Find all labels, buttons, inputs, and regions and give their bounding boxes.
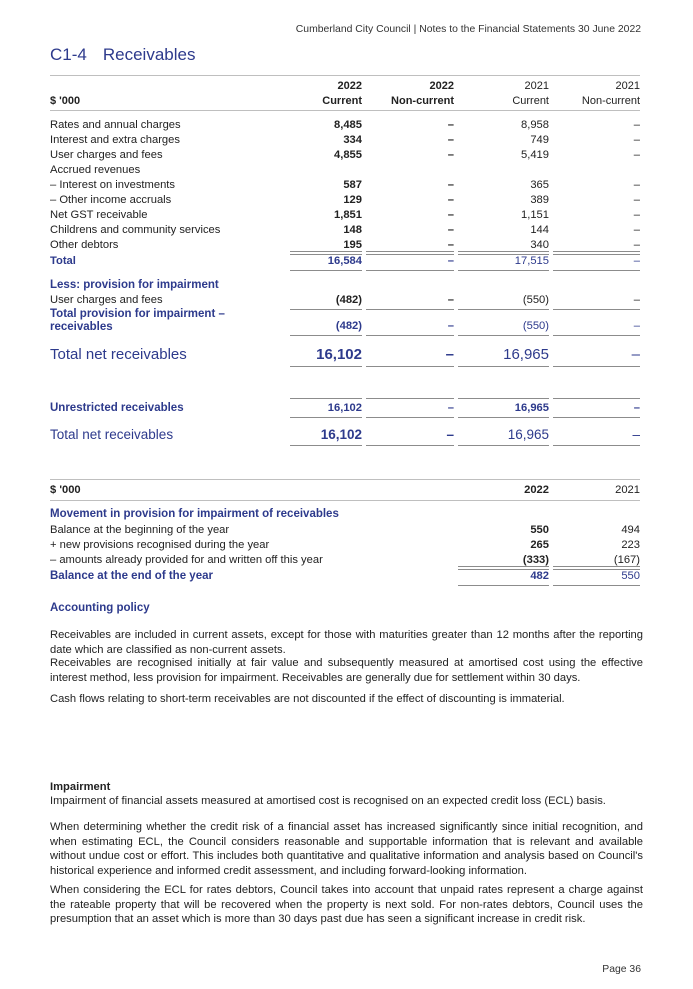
col-2022-current-year: 2022 bbox=[337, 80, 362, 92]
total-provision-2021-current: (550) bbox=[454, 308, 549, 334]
movement-table bbox=[50, 523, 640, 568]
balance-end-row bbox=[50, 569, 640, 584]
total-provision-2022-noncurrent: – bbox=[362, 308, 454, 334]
row-value: 365 bbox=[530, 179, 549, 191]
provision-2022-current: (482) bbox=[286, 293, 362, 308]
net2-2022-noncurrent: – bbox=[362, 426, 454, 444]
row-value: 8,485 bbox=[334, 119, 362, 131]
net-2021-noncurrent: – bbox=[549, 345, 640, 365]
total-provision-label-line1: Total provision for impairment – bbox=[50, 308, 225, 320]
row-label: + new provisions recognised during the year bbox=[50, 539, 270, 551]
table2-header-rule bbox=[50, 500, 640, 501]
unrestricted-row bbox=[50, 401, 640, 416]
row-value: 195 bbox=[286, 238, 362, 253]
table-row bbox=[50, 118, 640, 133]
total-provision-2021-noncurrent: – bbox=[549, 308, 640, 334]
top-rule bbox=[50, 75, 640, 76]
total-2021-noncurrent: – bbox=[549, 254, 640, 269]
row-label: Balance at the beginning of the year bbox=[50, 524, 230, 536]
provision-2022-noncurrent: – bbox=[362, 293, 454, 308]
row-value: 334 bbox=[343, 134, 362, 146]
row-value: – bbox=[633, 194, 640, 206]
net2-2022-current: 16,102 bbox=[286, 426, 362, 444]
balance-end-2022: 482 bbox=[454, 569, 549, 584]
policy-paragraph-1: Receivables are included in current assets, except for those with maturities greater than 12 months after the reporting date which are classified as non-current assets. bbox=[50, 629, 643, 656]
receivables-total bbox=[50, 254, 640, 269]
net-2022-noncurrent: – bbox=[362, 345, 454, 365]
col-2021-current-type: Current bbox=[512, 95, 549, 107]
row-value: 587 bbox=[343, 179, 362, 191]
impairment-paragraph-1: Impairment of financial assets measured at amortised cost is recognised on an expected credit loss (ECL) basis. bbox=[50, 795, 606, 807]
net-receivables-row-2 bbox=[50, 426, 640, 444]
table-row bbox=[50, 193, 640, 208]
total-provision-label bbox=[50, 308, 286, 334]
row-value: 144 bbox=[530, 224, 549, 236]
movement-heading: Movement in provision for impairment of receivables bbox=[50, 508, 339, 520]
row-label: User charges and fees bbox=[50, 149, 163, 161]
table-row bbox=[50, 133, 640, 148]
row-value: – bbox=[447, 149, 454, 161]
net-receivables-row bbox=[50, 345, 640, 365]
net-2022-current: 16,102 bbox=[286, 345, 362, 365]
provision-2021-current: (550) bbox=[454, 293, 549, 308]
movement-table-header bbox=[50, 483, 640, 498]
row-label: Rates and annual charges bbox=[50, 119, 181, 131]
header-rule bbox=[50, 110, 640, 111]
section-title bbox=[50, 45, 195, 65]
row-value: 5,419 bbox=[521, 149, 549, 161]
provision-label: User charges and fees bbox=[50, 294, 163, 306]
receivables-table bbox=[50, 118, 640, 253]
row-value bbox=[549, 163, 640, 178]
col-2022-noncurrent-type: Non-current bbox=[391, 95, 454, 107]
unrestricted-2022-current: 16,102 bbox=[286, 401, 362, 416]
total-2022-noncurrent: – bbox=[362, 254, 454, 269]
row-label: Childrens and community services bbox=[50, 224, 221, 236]
impairment-heading: Impairment bbox=[50, 781, 111, 793]
row-value: – bbox=[447, 134, 454, 146]
row-label: Interest and extra charges bbox=[50, 134, 180, 146]
row-label: Net GST receivable bbox=[50, 209, 148, 221]
balance-end-2021: 550 bbox=[549, 569, 640, 584]
total-2021-current: 17,515 bbox=[454, 254, 549, 269]
row-value: – bbox=[633, 179, 640, 191]
row-value-2022: 265 bbox=[530, 539, 549, 551]
col-2021-current-year: 2021 bbox=[524, 80, 549, 92]
row-value-2022: (333) bbox=[454, 553, 549, 568]
running-header: Cumberland City Council | Notes to the Financial Statements 30 June 2022 bbox=[295, 24, 641, 35]
policy-paragraph-2: Receivables are recognised initially at fair value and subsequently measured at amortised cost using the effective interest method, less provision for impairment. Receivables are generally due for settlement within 30 days. bbox=[50, 657, 643, 684]
row-value: 129 bbox=[343, 194, 362, 206]
row-label: – Interest on investments bbox=[50, 179, 175, 191]
row-value-2021: 223 bbox=[621, 539, 640, 551]
row-label: Accrued revenues bbox=[50, 164, 141, 176]
row-value-2021: 494 bbox=[621, 524, 640, 536]
row-label: Other debtors bbox=[50, 239, 119, 251]
row-value-2022: 550 bbox=[530, 524, 549, 536]
row-label: – Other income accruals bbox=[50, 194, 172, 206]
section-title-text: Receivables bbox=[102, 45, 196, 64]
table-row bbox=[50, 163, 640, 178]
row-value: – bbox=[633, 149, 640, 161]
table2-col-2021: 2021 bbox=[615, 484, 640, 496]
table2-top-rule bbox=[50, 479, 640, 480]
row-value: – bbox=[549, 238, 640, 253]
net-receivables-label-2: Total net receivables bbox=[50, 427, 174, 442]
row-label: – amounts already provided for and written off this year bbox=[50, 554, 323, 566]
row-value: – bbox=[447, 119, 454, 131]
col-2021-noncurrent-type: Non-current bbox=[581, 95, 640, 107]
total-provision-label-line2: receivables bbox=[50, 321, 113, 333]
table-row bbox=[50, 208, 640, 223]
impairment-paragraph-2: When determining whether the credit risk of a financial asset has increased significantly since initial recognition, and when estimating ECL, the Council considers reasonable and supportable information that is relevant and available without undue cost or effort. This includes both quantitative and qualitative information and analysis based on Council's historical experience and informed credit assessment, and including forward-looking information. bbox=[50, 821, 643, 877]
total-provision-2022-current: (482) bbox=[286, 308, 362, 334]
less-provision-heading: Less: provision for impairment bbox=[50, 279, 219, 291]
total-provision-row bbox=[50, 308, 640, 334]
row-value: 340 bbox=[454, 238, 549, 253]
row-value: – bbox=[633, 134, 640, 146]
table-row bbox=[50, 148, 640, 163]
row-value-2021: (167) bbox=[549, 553, 640, 568]
total-2022-current: 16,584 bbox=[286, 254, 362, 269]
table-row bbox=[50, 178, 640, 193]
policy-paragraph-3: Cash flows relating to short-term receivables are not discounted if the effect of discounting is immaterial. bbox=[50, 693, 565, 705]
col-2022-noncurrent-year: 2022 bbox=[429, 80, 454, 92]
unrestricted-2021-noncurrent: – bbox=[549, 401, 640, 416]
net-receivables-label: Total net receivables bbox=[50, 346, 187, 363]
unrestricted-label: Unrestricted receivables bbox=[50, 402, 184, 414]
page-number: Page 36 bbox=[602, 964, 641, 975]
row-value: 1,851 bbox=[334, 209, 362, 221]
row-value bbox=[454, 163, 549, 178]
table-row bbox=[50, 538, 640, 553]
row-value: – bbox=[633, 224, 640, 236]
row-value: 4,855 bbox=[334, 149, 362, 161]
receivables-table-header bbox=[50, 79, 640, 109]
row-value: – bbox=[447, 209, 454, 221]
section-number: C1-4 bbox=[50, 45, 87, 64]
table2-unit-label: $ '000 bbox=[50, 484, 81, 496]
table-row bbox=[50, 553, 640, 568]
row-value bbox=[286, 163, 362, 178]
net2-2021-current: 16,965 bbox=[454, 426, 549, 444]
row-value: – bbox=[362, 238, 454, 253]
table-row bbox=[50, 523, 640, 538]
col-2022-current-type: Current bbox=[322, 95, 362, 107]
impairment-paragraph-3: When considering the ECL for rates debtors, Council takes into account that unpaid rates represent a charge against the rateable property that will be recovered when the property is next sold. For non-rates debtors, Council uses the presumption that an asset which is more than 30 days past due has seen a significant increase in credit risk. bbox=[50, 884, 643, 926]
row-value: 148 bbox=[343, 224, 362, 236]
net2-2021-noncurrent: – bbox=[549, 426, 640, 444]
row-value: – bbox=[633, 119, 640, 131]
provision-row bbox=[50, 293, 640, 308]
provision-2021-noncurrent: – bbox=[549, 293, 640, 308]
row-value: – bbox=[447, 179, 454, 191]
row-value: – bbox=[633, 209, 640, 221]
row-value: 389 bbox=[530, 194, 549, 206]
net-2021-current: 16,965 bbox=[454, 345, 549, 365]
total-label: Total bbox=[50, 255, 76, 267]
row-value: – bbox=[447, 194, 454, 206]
balance-end-label: Balance at the end of the year bbox=[50, 570, 213, 582]
unit-label: $ '000 bbox=[50, 95, 81, 107]
row-value: 749 bbox=[530, 134, 549, 146]
accounting-policy-heading: Accounting policy bbox=[50, 602, 150, 614]
table2-col-2022: 2022 bbox=[524, 484, 549, 496]
row-value: 8,958 bbox=[521, 119, 549, 131]
row-value: – bbox=[447, 224, 454, 236]
row-value: 1,151 bbox=[521, 209, 549, 221]
row-value bbox=[362, 163, 454, 178]
col-2021-noncurrent-year: 2021 bbox=[615, 80, 640, 92]
table-row bbox=[50, 223, 640, 238]
unrestricted-2021-current: 16,965 bbox=[454, 401, 549, 416]
unrestricted-2022-noncurrent: – bbox=[362, 401, 454, 416]
